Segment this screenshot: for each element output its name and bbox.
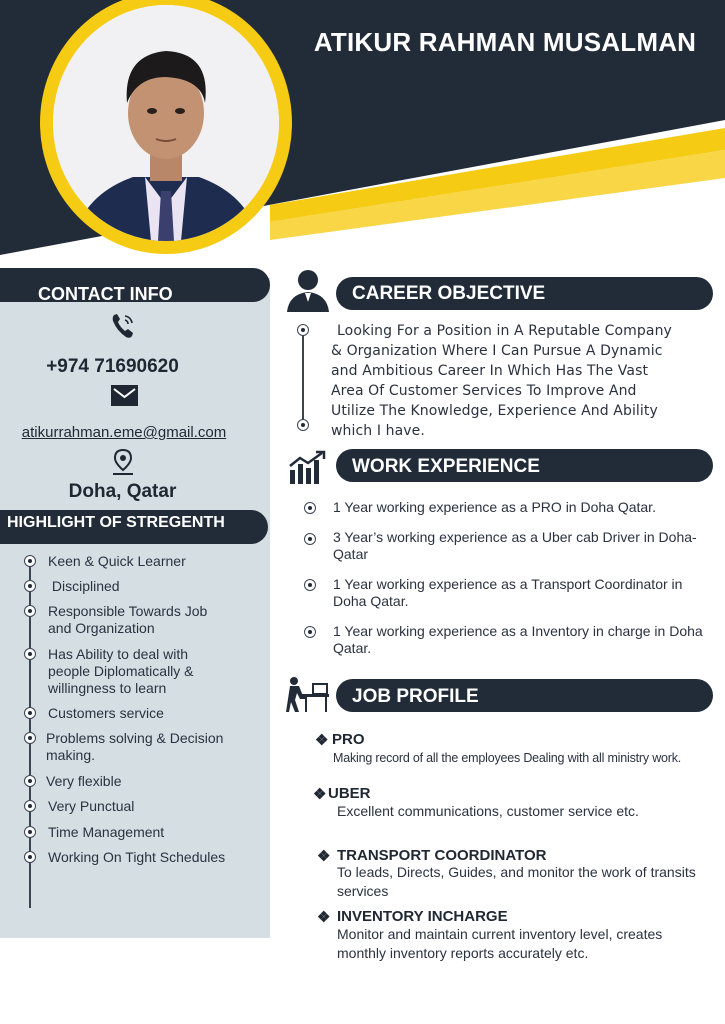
work-item: 1 Year working experience as a Transport Coordinator in Doha Qatar. [333,576,683,609]
highlight-item: Time Management [48,824,165,840]
highlight-item: Keen & Quick Learner [48,553,186,569]
bullet-icon [24,800,36,812]
profile-role: PRO [332,731,365,748]
candidate-name: ATIKUR RAHMAN MUSALMAN [313,27,697,57]
profile-desc: Making record of all the employees Dealing with all ministry work. [333,751,682,765]
bullet-icon [304,626,316,638]
career-title: CAREER OBJECTIVE [352,283,546,304]
work-item: 1 Year working experience as a PRO in Doha Qatar. [333,499,656,515]
highlight-item: Working On Tight Schedules [48,849,226,865]
bullet-icon [297,324,309,336]
bullet-icon [24,851,36,863]
profile-role: TRANSPORT COORDINATOR [337,847,547,864]
desk-worker-icon [285,676,331,714]
diamond-bullet-icon: ❖ [313,786,327,803]
email-link[interactable]: atikurrahman.eme@gmail.com [21,424,227,441]
profile-desc: To leads, Directs, Guides, and monitor the work of transits services [337,864,696,899]
person-icon [285,268,331,312]
profile-desc: Excellent communications, customer service etc. [337,803,639,819]
highlight-item: Customers service [48,705,164,721]
work-item: 1 Year working experience as a Inventory in charge in Doha Qatar. [333,623,703,656]
bullet-icon [297,419,309,431]
work-item: 3 Year’s working experience as a Uber cab Driver in Doha-Qatar [333,529,697,562]
envelope-icon [111,385,138,406]
bullet-icon [24,555,36,567]
map-pin-icon [111,448,135,476]
highlight-item: Very flexible [46,773,122,789]
phone-icon [110,311,136,341]
bullet-icon [304,533,316,545]
highlight-item: Responsible Towards Job and Organization [48,603,208,636]
career-objective-text: Looking For a Position in A Reputable Company & Organization Where I Can Pursue A Dynamic and Ambitious Career In Which Has The Vast Area Of Customer Services To Improve And Utilize The Knowledge, Experience And Ability which I have. [331,323,672,439]
bullet-icon [304,579,316,591]
highlight-item: Disciplined [48,578,120,594]
profile-photo [53,5,279,241]
bullet-icon [24,605,36,617]
bullet-icon [24,707,36,719]
growth-chart-icon [288,450,328,484]
highlight-item: Has Ability to deal with people Diplomatically & willingness to learn [48,646,194,696]
profile-role: INVENTORY INCHARGE [337,908,508,925]
diamond-bullet-icon: ❖ [317,909,331,926]
bullet-icon [24,826,36,838]
diamond-bullet-icon: ❖ [315,732,329,749]
location-text: Doha, Qatar [68,481,177,502]
work-title: WORK EXPERIENCE [352,456,540,477]
timeline-line [302,330,304,422]
profile-title: JOB PROFILE [352,686,479,707]
highlight-item: Problems solving & Decision making. [46,730,224,763]
bullet-icon [24,775,36,787]
profile-desc: Monitor and maintain current inventory level, creates monthly inventory reports accurately etc. [337,926,663,961]
highlight-item: Very Punctual [48,798,135,814]
bullet-icon [24,648,36,660]
bullet-icon [24,580,36,592]
contact-title: CONTACT INFO [38,284,173,304]
bullet-icon [304,502,316,514]
highlights-title: HIGHLIGHT OF STREGENTH [7,514,225,531]
phone-number[interactable]: +974 71690620 [46,356,179,377]
profile-role: UBER [328,785,371,802]
bullet-icon [24,732,36,744]
diamond-bullet-icon: ❖ [317,848,331,865]
